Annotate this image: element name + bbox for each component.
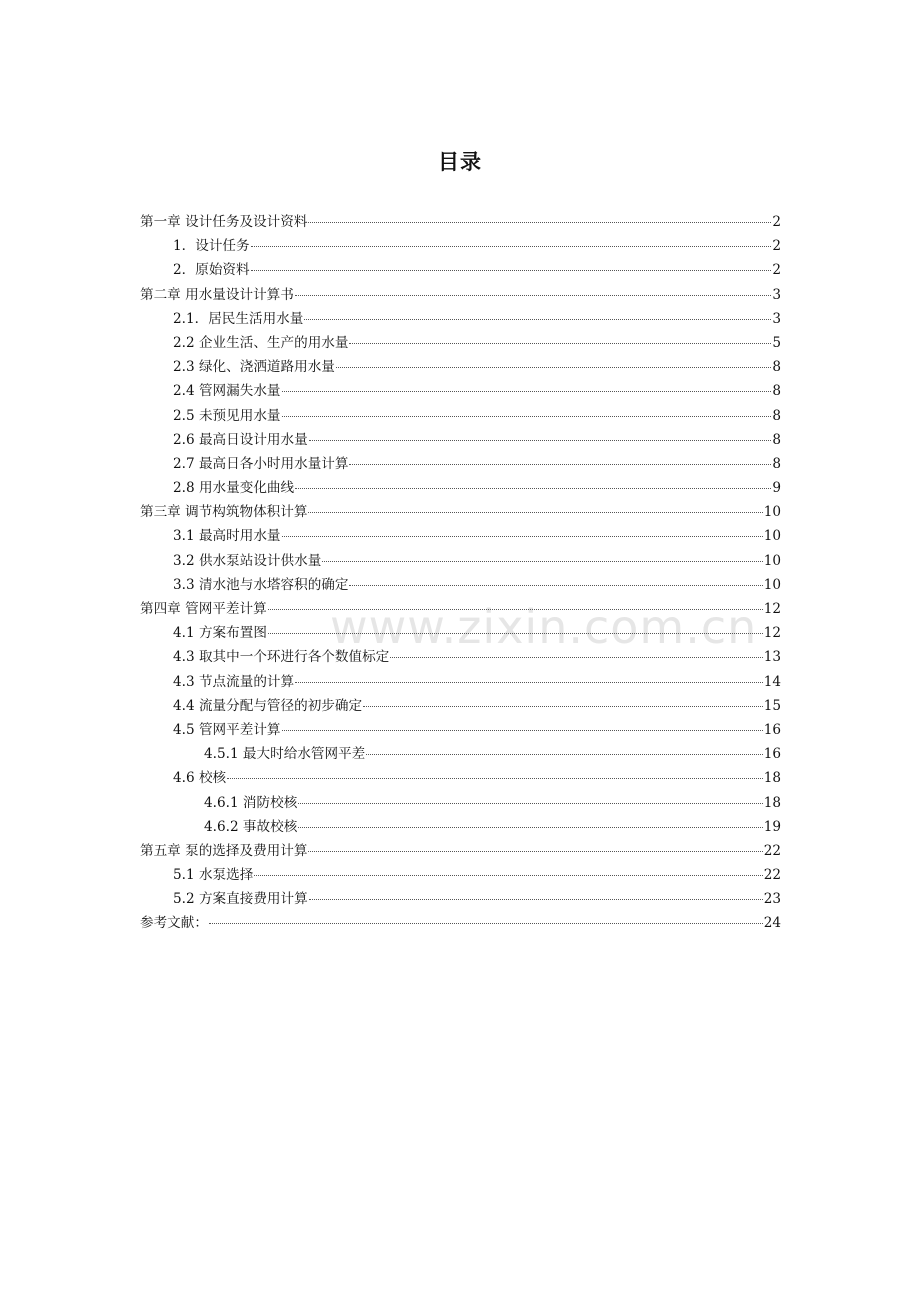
toc-entry-label: 第三章 调节构筑物体积计算: [140, 504, 308, 521]
toc-leader-dots: [349, 464, 771, 465]
toc-entry[interactable]: [140, 283, 781, 307]
toc-entry-page: 16: [763, 721, 781, 738]
toc-entry-label: 第一章 设计任务及设计资料: [140, 214, 308, 230]
toc-entry-page: 24: [763, 915, 781, 932]
toc-leader-dots: [282, 730, 763, 731]
toc-entry-label: 2.1．居民生活用水量: [173, 310, 304, 327]
table-of-contents: [140, 210, 781, 936]
toc-leader-dots: [390, 657, 762, 658]
toc-entry-label: 2.3 绿化、浇洒道路用水量: [173, 359, 335, 376]
toc-entry[interactable]: [140, 718, 781, 742]
page-title: 目录: [438, 150, 482, 174]
toc-entry-label: 第二章 用水量设计计算书: [140, 286, 294, 303]
toc-entry[interactable]: [140, 234, 781, 258]
toc-entry-label: 3.1 最高时用水量: [173, 528, 281, 545]
toc-leader-dots: [295, 295, 771, 296]
toc-entry-page: 18: [763, 770, 781, 787]
toc-leader-dots: [308, 222, 771, 223]
toc-entry[interactable]: [140, 670, 781, 694]
toc-entry-label: 参考文献：: [140, 915, 208, 932]
watermark: www.zixin.com.cn: [330, 600, 758, 654]
toc-entry[interactable]: [140, 210, 781, 234]
toc-entry-label: 4.5 管网平差计算: [173, 721, 281, 738]
toc-entry-page: 10: [763, 552, 781, 569]
toc-entry-page: 12: [763, 625, 781, 642]
toc-entry[interactable]: [140, 621, 781, 645]
toc-entry[interactable]: [140, 645, 781, 669]
toc-entry[interactable]: [140, 379, 781, 403]
toc-entry-label: 3.2 供水泵站设计供水量: [173, 552, 322, 569]
toc-leader-dots: [304, 319, 771, 320]
toc-entry-label: 4.3 取其中一个环进行各个数值标定: [173, 649, 390, 666]
toc-entry[interactable]: [140, 258, 781, 282]
toc-entry-label: 第四章 管网平差计算: [140, 601, 267, 617]
toc-entry-page: 23: [763, 891, 781, 908]
toc-entry[interactable]: [140, 355, 781, 379]
toc-entry[interactable]: [140, 887, 781, 911]
toc-leader-dots: [227, 778, 763, 779]
toc-entry-page: 14: [763, 673, 781, 690]
toc-entry[interactable]: [140, 524, 781, 548]
toc-leader-dots: [268, 633, 763, 634]
toc-entry[interactable]: [140, 597, 781, 621]
toc-entry-page: 8: [772, 455, 781, 472]
toc-entry-label: 2.8 用水量变化曲线: [173, 480, 295, 497]
toc-entry[interactable]: [140, 331, 781, 355]
toc-entry-label: 2.6 最高日设计用水量: [173, 431, 308, 448]
toc-leader-dots: [366, 754, 762, 755]
toc-entry-page: 10: [763, 528, 781, 545]
toc-entry-page: 5: [772, 334, 781, 351]
toc-entry[interactable]: [140, 694, 781, 718]
toc-leader-dots: [298, 803, 762, 804]
toc-entry-label: 5.1 水泵选择: [173, 867, 254, 884]
toc-entry-page: 16: [763, 746, 781, 763]
toc-leader-dots: [298, 827, 762, 828]
toc-leader-dots: [349, 585, 762, 586]
toc-entry-page: 22: [763, 867, 781, 884]
toc-entry-page: 10: [763, 504, 781, 521]
toc-entry-page: 3: [772, 310, 781, 327]
toc-entry-label: 第五章 泵的选择及费用计算: [140, 842, 308, 859]
toc-leader-dots: [282, 391, 772, 392]
toc-entry[interactable]: [140, 815, 781, 839]
toc-entry-page: 9: [772, 480, 781, 497]
toc-entry-label: 4.1 方案布置图: [173, 625, 267, 642]
toc-entry-page: 13: [763, 649, 781, 666]
toc-leader-dots: [309, 440, 772, 441]
toc-leader-dots: [309, 899, 763, 900]
toc-leader-dots: [282, 536, 763, 537]
toc-entry[interactable]: [140, 839, 781, 863]
toc-entry-page: 12: [763, 601, 781, 617]
toc-entry[interactable]: [140, 428, 781, 452]
toc-entry-page: 8: [772, 359, 781, 376]
toc-entry-label: 2.7 最高日各小时用水量计算: [173, 455, 349, 472]
toc-entry-page: 3: [772, 286, 781, 303]
toc-entry[interactable]: [140, 404, 781, 428]
toc-leader-dots: [295, 488, 771, 489]
toc-entry-page: 2: [772, 262, 781, 279]
toc-entry-label: 2.2 企业生活、生产的用水量: [173, 334, 349, 351]
toc-entry-page: 2: [772, 238, 781, 255]
toc-leader-dots: [322, 561, 762, 562]
toc-entry-label: 5.2 方案直接费用计算: [173, 891, 308, 908]
toc-entry-label: 2.5 未预见用水量: [173, 407, 281, 424]
toc-leader-dots: [254, 875, 762, 876]
toc-entry-page: 8: [772, 431, 781, 448]
toc-entry[interactable]: [140, 500, 781, 524]
toc-entry[interactable]: [140, 573, 781, 597]
toc-entry-label: 4.6.1 消防校核: [204, 794, 298, 811]
toc-leader-dots: [251, 246, 772, 247]
toc-leader-dots: [251, 270, 772, 271]
toc-entry[interactable]: [140, 742, 781, 766]
toc-leader-dots: [209, 923, 763, 924]
toc-leader-dots: [295, 682, 763, 683]
toc-entry-page: 2: [772, 214, 781, 230]
toc-leader-dots: [349, 343, 771, 344]
toc-entry-label: 4.3 节点流量的计算: [173, 673, 295, 690]
toc-entry-label: 2.4 管网漏失水量: [173, 383, 281, 400]
toc-entry[interactable]: [140, 911, 781, 935]
toc-entry[interactable]: [140, 307, 781, 331]
toc-entry[interactable]: [140, 766, 781, 790]
toc-entry-page: 18: [763, 794, 781, 811]
toc-entry-page: 19: [763, 818, 781, 835]
toc-leader-dots: [308, 512, 762, 513]
toc-entry-label: 2．原始资料: [173, 262, 250, 279]
toc-entry-label: 3.3 清水池与水塔容积的确定: [173, 576, 349, 593]
toc-entry-label: 4.5.1 最大时给水管网平差: [204, 746, 366, 763]
toc-entry-page: 22: [763, 842, 781, 859]
toc-entry[interactable]: [140, 549, 781, 573]
toc-entry-page: 15: [763, 697, 781, 714]
toc-entry-page: 8: [772, 407, 781, 424]
toc-entry[interactable]: [140, 476, 781, 500]
toc-entry-label: 4.4 流量分配与管径的初步确定: [173, 697, 363, 714]
toc-entry-page: 10: [763, 576, 781, 593]
toc-leader-dots: [308, 851, 762, 852]
toc-entry[interactable]: [140, 791, 781, 815]
toc-entry-label: 1．设计任务: [173, 238, 250, 255]
toc-entry-label: 4.6.2 事故校核: [204, 818, 298, 835]
toc-entry[interactable]: [140, 452, 781, 476]
toc-leader-dots: [363, 706, 763, 707]
toc-leader-dots: [336, 367, 771, 368]
toc-entry-label: 4.6 校核: [173, 770, 227, 787]
toc-entry[interactable]: [140, 863, 781, 887]
toc-leader-dots: [282, 416, 772, 417]
toc-leader-dots: [268, 609, 763, 610]
toc-entry-page: 8: [772, 383, 781, 400]
